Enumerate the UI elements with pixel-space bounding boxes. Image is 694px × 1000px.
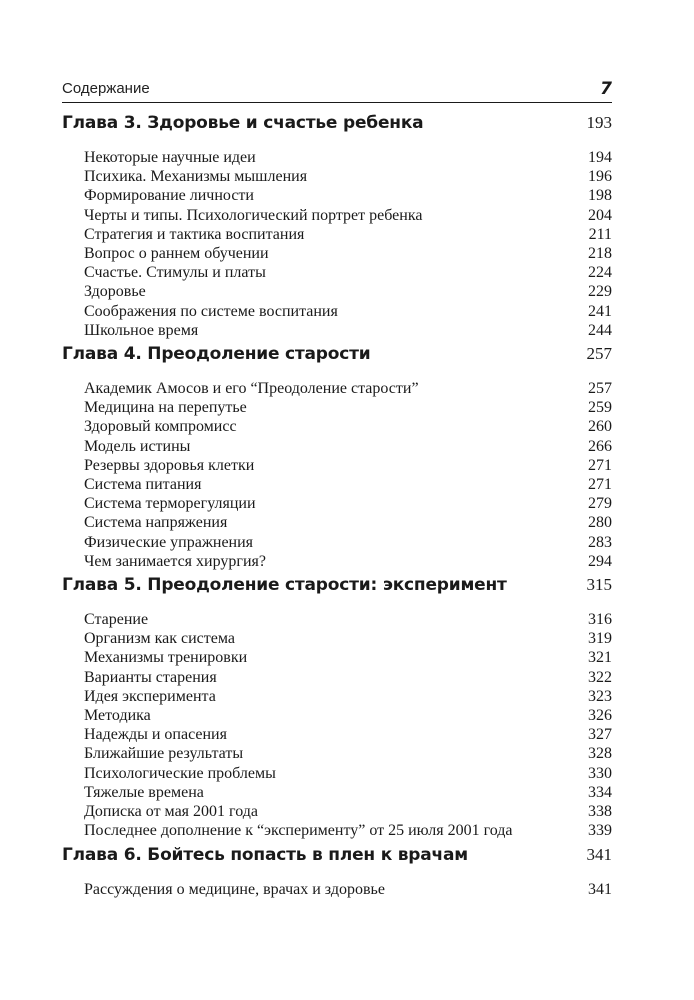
chapter-6 [62,845,612,900]
entry-title: Ближайшие результаты [84,745,244,763]
header-title: Содержание [62,80,150,97]
chapter-heading [62,845,612,867]
toc-entry [62,688,612,707]
entry-page: 198 [588,187,612,205]
toc-entry [62,303,612,322]
entry-page: 204 [588,206,612,224]
entry-title: Вопрос о раннем обучении [84,244,269,262]
chapter-page: 341 [586,845,612,864]
toc-entry [62,669,612,688]
entry-title: Стратегия и тактика воспитания [84,225,305,243]
entry-page: 260 [588,418,612,436]
toc-entry [62,438,612,457]
entry-title: Чем занимается хирургия? [84,552,266,570]
entry-page: 194 [588,149,612,166]
entry-list [62,611,612,841]
entry-page: 218 [588,244,612,262]
entry-title: Система напряжения [84,514,228,532]
toc-entry [62,553,612,572]
entry-page: 196 [588,168,612,186]
entry-page: 279 [588,495,612,513]
entry-title: Психологические проблемы [84,764,276,782]
toc-entry [62,707,612,726]
toc-entry [62,881,612,900]
entry-page: 280 [588,514,612,532]
entry-title: Идея эксперимента [84,687,216,705]
toc-entry [62,534,612,553]
entry-title: Здоровье [84,283,146,301]
entry-title: Здоровый компромисс [84,418,237,436]
toc-entry [62,322,612,341]
entry-title: Надежды и опасения [84,726,227,744]
entry-title: Школьное время [84,321,199,339]
toc-entry [62,822,612,841]
entry-page: 211 [588,225,612,243]
entry-page: 328 [588,745,612,763]
entry-page: 259 [588,399,612,417]
chapter-page: 193 [586,113,612,132]
entry-page: 341 [588,881,612,898]
toc-entry [62,264,612,283]
entry-page: 319 [588,630,612,648]
chapter-title: Глава 4. Преодоление старости [62,344,371,364]
toc-entry [62,495,612,514]
entry-title: Организм как система [84,630,235,648]
toc-entry [62,226,612,245]
toc-entry [62,457,612,476]
chapter-title: Глава 3. Здоровье и счастье ребенка [62,113,424,133]
entry-page: 244 [588,321,612,339]
entry-page: 330 [588,764,612,782]
entry-title: Академик Амосов и его “Преодоление старости” [84,380,419,397]
entry-title: Старение [84,611,149,628]
entry-page: 338 [588,802,612,820]
chapter-heading [62,113,612,135]
chapter-5 [62,575,612,841]
entry-page: 224 [588,264,612,282]
toc-entry [62,149,612,168]
chapter-3 [62,113,612,341]
entry-title: Формирование личности [84,187,254,205]
toc-entry [62,611,612,630]
entry-title: Соображения по системе воспитания [84,302,338,320]
entry-page: 283 [588,533,612,551]
toc-entry [62,803,612,822]
toc-entry [62,418,612,437]
entry-page: 257 [588,380,612,397]
running-header [62,76,612,103]
chapter-page: 315 [586,575,612,594]
entry-list [62,380,612,572]
chapter-heading [62,575,612,597]
entry-page: 322 [588,668,612,686]
entry-page: 323 [588,687,612,705]
entry-title: Тяжелые времена [84,783,204,801]
toc-entry [62,649,612,668]
header-page-number: 7 [600,79,612,99]
toc-entry [62,476,612,495]
toc-entry [62,283,612,302]
toc-entry [62,399,612,418]
entry-page: 327 [588,726,612,744]
entry-title: Некоторые научные идеи [84,149,256,166]
entry-page: 241 [588,302,612,320]
entry-page: 339 [588,822,612,840]
entry-page: 266 [588,437,612,455]
entry-title: Последнее дополнение к “эксперименту” от 25 июля 2001 года [84,822,513,840]
entry-page: 326 [588,706,612,724]
entry-page: 316 [588,611,612,628]
entry-title: Система питания [84,475,202,493]
entry-page: 321 [588,649,612,667]
toc-entry [62,168,612,187]
entry-page: 294 [588,552,612,570]
entry-title: Механизмы тренировки [84,649,248,667]
entry-title: Модель истины [84,437,191,455]
entry-title: Варианты старения [84,668,217,686]
toc-entry [62,784,612,803]
entry-title: Методика [84,706,151,724]
entry-title: Система терморегуляции [84,495,256,513]
entry-title: Резервы здоровья клетки [84,456,255,474]
chapter-title: Глава 6. Бойтесь попасть в плен к врачам [62,845,468,865]
chapter-4 [62,344,612,572]
entry-list [62,149,612,341]
toc-entry [62,207,612,226]
entry-title: Рассуждения о медицине, врачах и здоровье [84,881,385,898]
entry-page: 271 [588,475,612,493]
entry-page: 334 [588,783,612,801]
entry-list [62,881,612,900]
toc-entry [62,514,612,533]
chapter-page: 257 [586,344,612,363]
toc-entry [62,187,612,206]
entry-title: Счастье. Стимулы и платы [84,264,266,282]
chapter-title: Глава 5. Преодоление старости: эксперимент [62,575,507,595]
entry-page: 271 [588,456,612,474]
entry-title: Медицина на перепутье [84,399,247,417]
entry-title: Психика. Механизмы мышления [84,168,308,186]
toc-entry [62,765,612,784]
entry-title: Физические упражнения [84,533,254,551]
toc-entry [62,245,612,264]
entry-title: Черты и типы. Психологический портрет ребенка [84,206,423,224]
toc-entry [62,380,612,399]
toc-entry [62,745,612,764]
entry-page: 229 [588,283,612,301]
toc-entry [62,630,612,649]
entry-title: Дописка от мая 2001 года [84,802,258,820]
chapter-heading [62,344,612,366]
toc-entry [62,726,612,745]
